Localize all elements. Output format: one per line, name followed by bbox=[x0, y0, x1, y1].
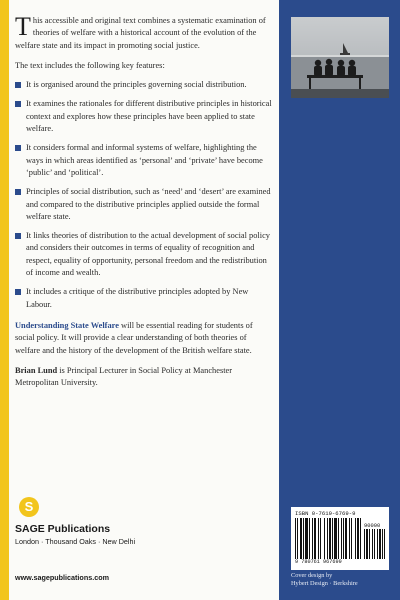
feature-text: It examines the rationales for different distributive principles in historical context and explores how these principles have been applied to state welfare. bbox=[26, 99, 272, 134]
features-heading: The text includes the following key features: bbox=[15, 60, 165, 70]
publisher-url: www.sagepublications.com bbox=[15, 573, 109, 582]
publisher-block bbox=[15, 497, 215, 546]
intro-paragraph bbox=[15, 12, 273, 52]
publisher-name: SAGE Publications bbox=[15, 523, 111, 535]
square-bullet-icon bbox=[15, 233, 21, 239]
cover-credit-line1: Cover design by bbox=[291, 572, 333, 579]
drop-cap: T bbox=[15, 12, 31, 41]
barcode-group bbox=[295, 518, 385, 559]
closing-paragraph bbox=[15, 320, 273, 357]
author-text: is Principal Lecturer in Social Policy at Manchester Metropolitan University. bbox=[15, 365, 233, 388]
feature-text: It is organised around the principles governing social distribution. bbox=[26, 80, 247, 90]
feature-item bbox=[15, 79, 273, 91]
square-bullet-icon bbox=[15, 82, 21, 88]
intro-text: his accessible and original text combines a systematic examination of theories of welfare with a historical account of the evolution of the welfare state and its impact in promoting social justice. bbox=[15, 16, 266, 50]
author-name: Brian Lund bbox=[15, 365, 58, 375]
feature-item bbox=[15, 98, 273, 135]
ean-number: 9 780761 967699 bbox=[295, 559, 342, 565]
square-bullet-icon bbox=[15, 101, 21, 107]
cover-photo bbox=[291, 17, 389, 98]
cover-credit-line2: Hybert Design · Berkshire bbox=[291, 580, 358, 587]
feature-text: It links theories of distribution to the actual development of social policy and considers their outcomes in terms of equality of recognition and respect, equality of opportunity, personal freedom and the redistribution of income and wealth. bbox=[26, 231, 270, 278]
feature-text: It includes a critique of the distributive principles adopted by New Labour. bbox=[26, 287, 249, 309]
blurb-column bbox=[15, 12, 273, 389]
feature-item bbox=[15, 186, 273, 223]
publisher-cities: London · Thousand Oaks · New Delhi bbox=[15, 537, 136, 546]
sage-logo-letter: S bbox=[24, 499, 34, 514]
feature-item bbox=[15, 286, 273, 311]
feature-text: Principles of social distribution, such as ‘need’ and ‘desert’ are examined and compared to the distributive principles applied outside the formal welfare state. bbox=[26, 187, 271, 221]
author-bio bbox=[15, 365, 273, 390]
sage-logo-icon bbox=[19, 497, 39, 517]
feature-item bbox=[15, 142, 273, 179]
isbn-text: ISBN 0-7619-6769-9 bbox=[295, 510, 356, 517]
book-title: Understanding State Welfare bbox=[15, 320, 119, 330]
features-list bbox=[15, 79, 273, 311]
barcode-addon bbox=[364, 523, 385, 559]
bench-by-sea-image bbox=[291, 17, 389, 98]
square-bullet-icon bbox=[15, 189, 21, 195]
closing-text: will be essential reading for students of social policy. It will provide a clear understanding of both theories of welfare and the history of the development of the British welfare state. bbox=[15, 320, 253, 355]
cover-credit bbox=[291, 572, 396, 588]
yellow-spine-bar bbox=[0, 0, 9, 600]
barcode-box bbox=[291, 507, 389, 570]
addon-number: 90000 bbox=[364, 523, 381, 529]
addon-barcode-icon bbox=[364, 529, 385, 559]
feature-item bbox=[15, 230, 273, 279]
square-bullet-icon bbox=[15, 145, 21, 151]
square-bullet-icon bbox=[15, 289, 21, 295]
barcode-icon bbox=[295, 518, 361, 559]
feature-text: It considers formal and informal systems of welfare, highlighting the ways in which areas identified as ‘personal’ and ‘private’ have become ‘public’ and ‘political’. bbox=[26, 143, 263, 177]
